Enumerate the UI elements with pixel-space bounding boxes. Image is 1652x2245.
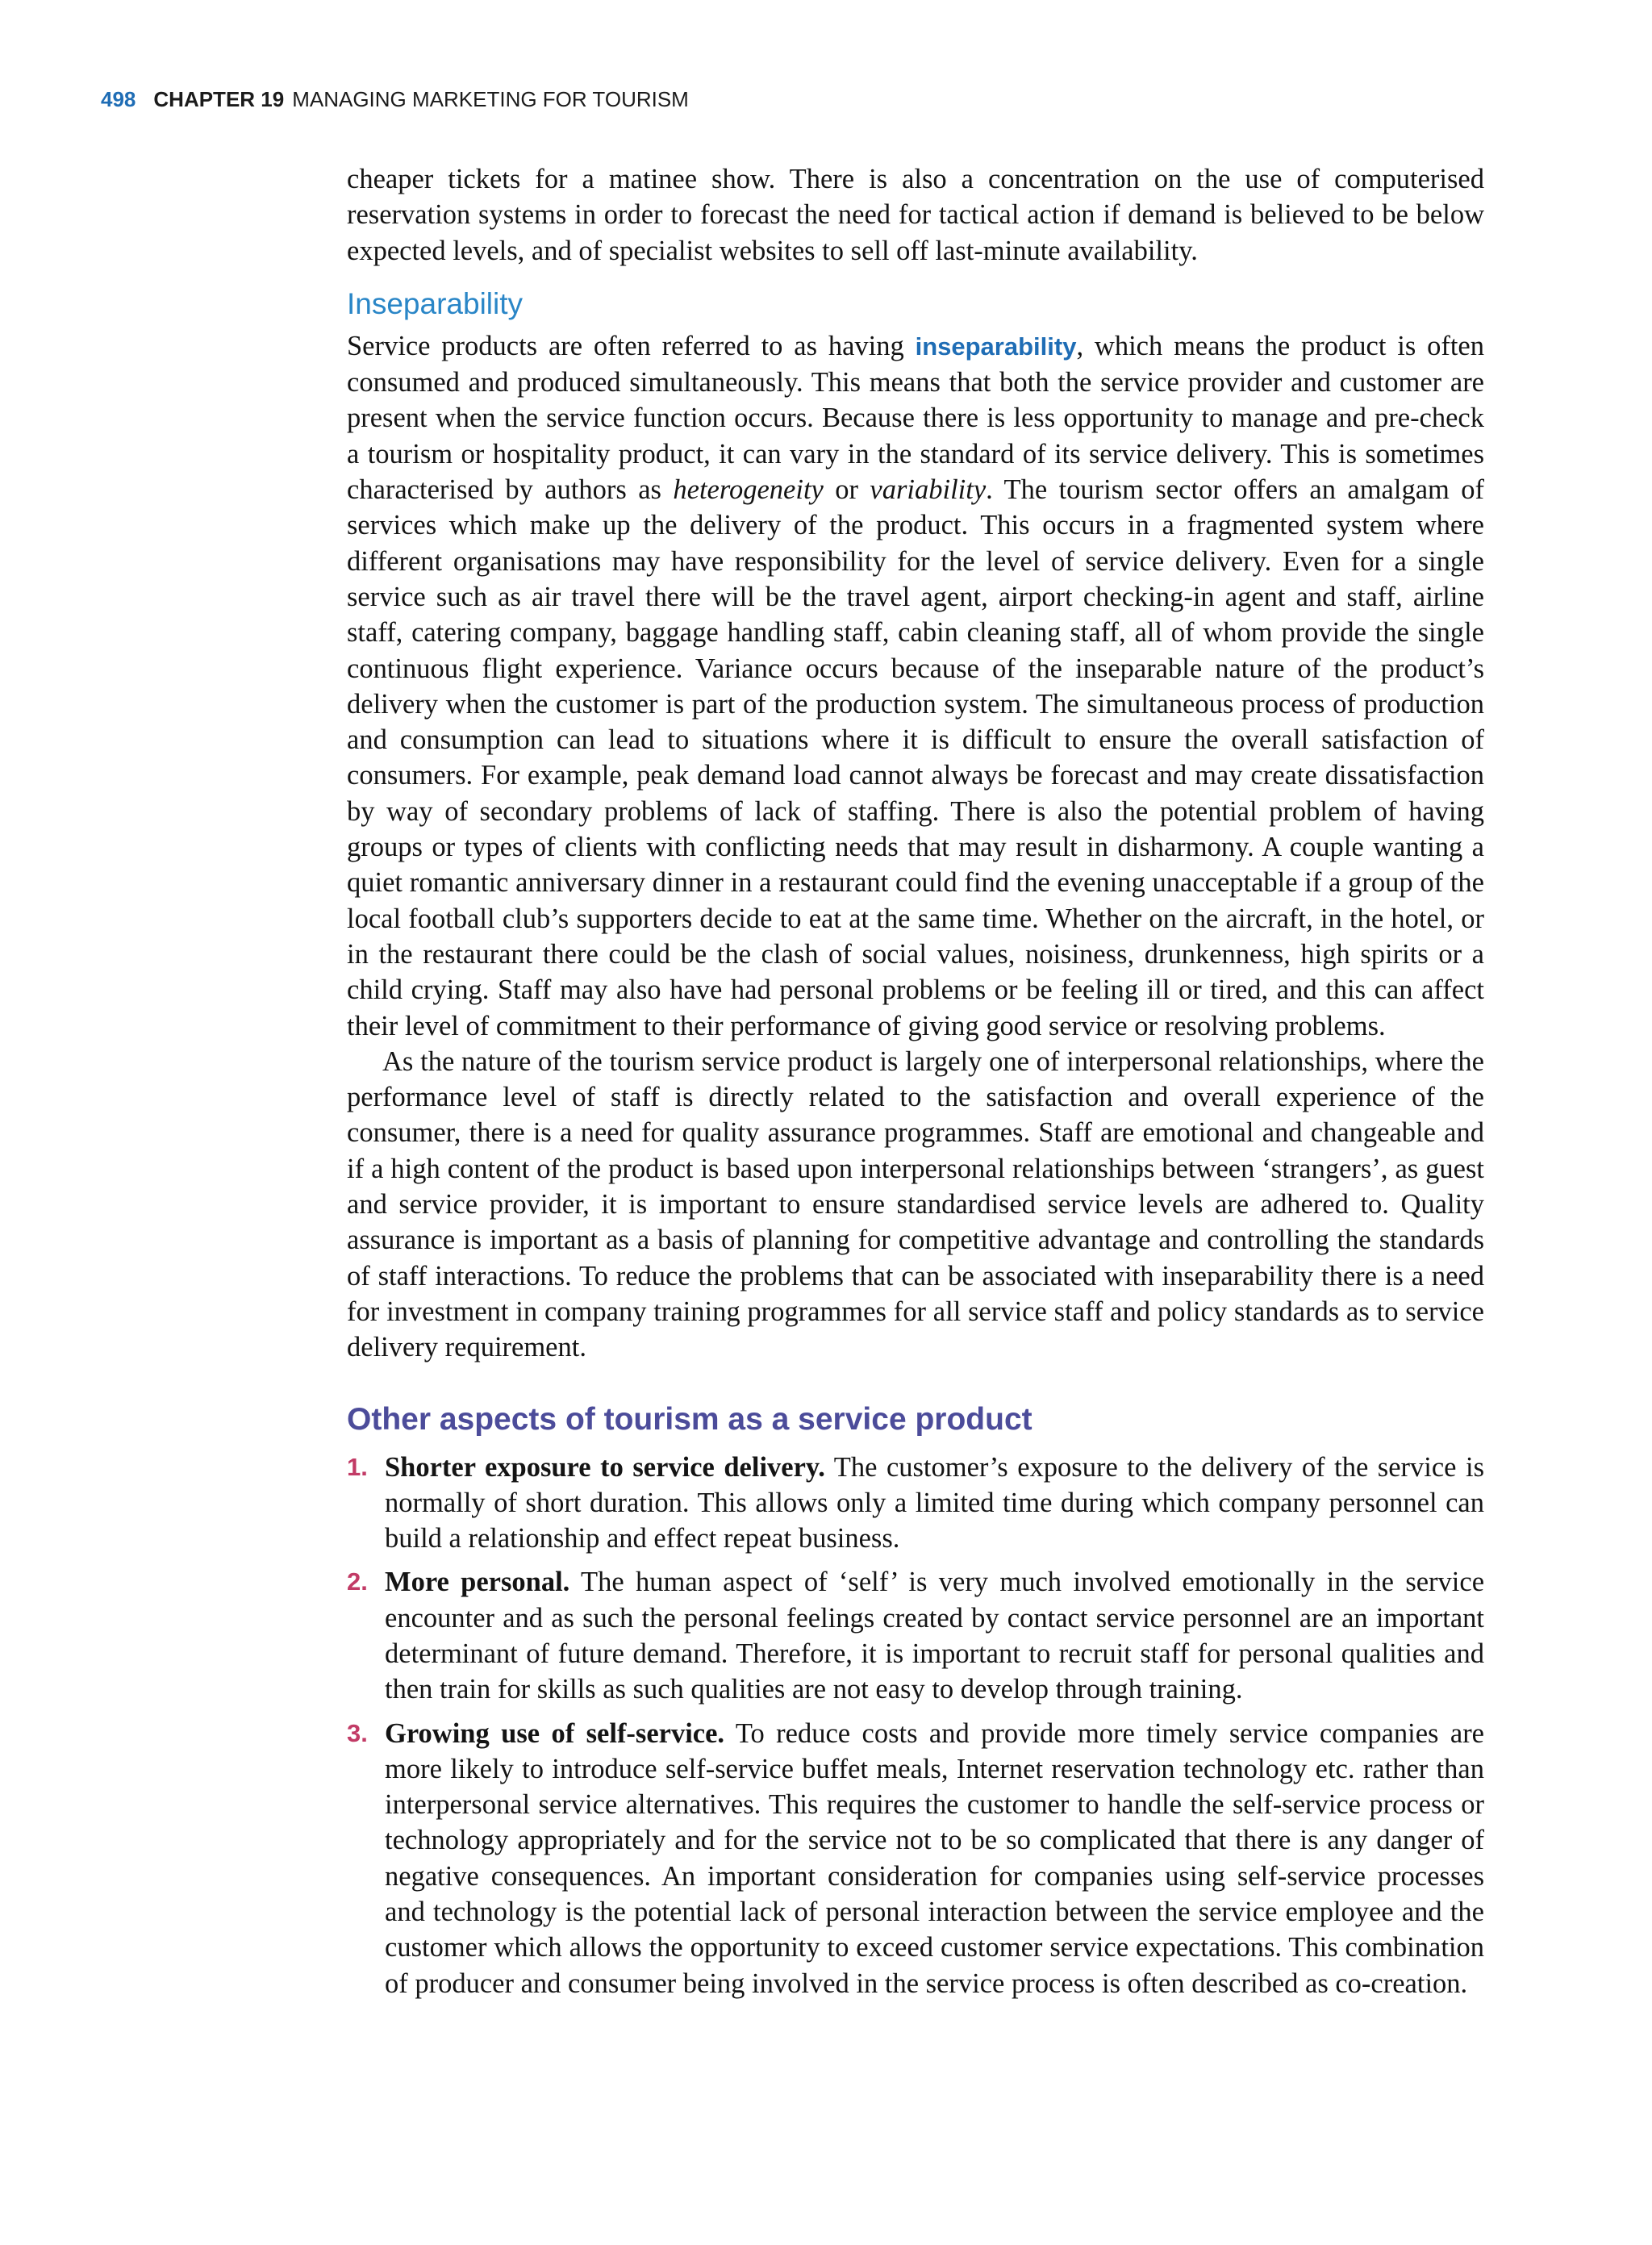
list-item-number: 3.: [347, 1718, 368, 1747]
paragraph-text: Service products are often referred to as having: [347, 330, 916, 361]
page-body: [347, 161, 1484, 2009]
list-item-lead: Shorter exposure to service delivery.: [385, 1451, 825, 1483]
inseparability-heading: Inseparability: [347, 286, 524, 320]
list-item-text: The human aspect of ‘self’ is very much involved emotionally in the service encounter and as such the personal feelings created by contact service personnel are an important determinant of future demand. Therefore, it is important to recruit staff for personal qualities and then train for skills as such qualities are not easy to develop through training.: [385, 1567, 1485, 1705]
chapter-title: MANAGING MARKETING FOR TOURISM: [292, 87, 689, 111]
chapter-label: CHAPTER 19: [153, 87, 285, 111]
list-item-lead: Growing use of self-service.: [385, 1717, 725, 1749]
list-item: [347, 1450, 1484, 1557]
list-item-number: 2.: [347, 1567, 368, 1596]
keyword-inseparability: inseparability: [915, 332, 1077, 361]
inseparability-paragraph-2: As the nature of the tourism service product is largely one of interpersonal relationships, where the performance level of staff is directly related to the satisfaction and overall experience of the consumer, there is a need for quality assurance programmes. Staff are emotional and changeable and if a high content of the product is based upon interpersonal relationships between ‘strangers’, as guest and service provider, it is important to ensure standardised service levels are adhered to. Quality assurance is important as a basis of planning for competitive advantage and controlling the standards of staff interactions. To reduce the problems that can be associated with inseparability there is a need for investment in company training programmes for all service staff and policy standards as to service delivery requirement.: [347, 1045, 1484, 1363]
italic-term-heterogeneity: heterogeneity: [673, 474, 824, 506]
list-item-number: 1.: [347, 1452, 368, 1481]
page-number: 498: [101, 87, 136, 111]
list-item-text: To reduce costs and provide more timely service companies are more likely to introduce self-service buffet meals, Internet reservation technology etc. rather than interpersonal service alternatives. This requires the customer to handle the self-service process or technology appropriately and for the service not to be so complicated that there is any danger of negative consequences. An important consideration for companies using self-service processes and technology is the potential lack of personal interaction between the service employee and the customer which allows the opportunity to exceed customer service expectations. This combination of producer and consumer being involved in the service process is often described as co-creation.: [385, 1717, 1484, 1999]
inseparability-paragraph-1: [347, 328, 1484, 1044]
other-aspects-heading: Other aspects of tourism as a service product: [347, 1401, 1032, 1437]
paragraph-text: , which means the product is often consumed and produced simultaneously. This means that both the service provider and customer are present when the service function occurs. Because there is less opportunity to manage and pre-check a tourism or hospitality product, it can vary in the standard of its service delivery. This is sometimes characterised by authors as: [347, 330, 1484, 506]
italic-term-variability: variability: [870, 474, 987, 506]
paragraph-text: . The tourism sector offers an amalgam of services which make up the delivery of the product. This occurs in a fragmented system where different organisations may have responsibility for the level of service delivery. Even for a single service such as air travel there will be the travel agent, airport checking-in agent and staff, airline staff, catering company, baggage handling staff, cabin cleaning staff, all of whom provide the single continuous flight experience. Variance occurs because of the inseparable nature of the product’s delivery when the customer is part of the production system. The simultaneous process of production and consumption can lead to situations where it is difficult to ensure the overall satisfaction of consumers. For example, peak demand load cannot always be forecast and may create dissatisfaction by way of secondary problems of lack of staffing. There is also the potential problem of having groups or types of clients with conflicting needs that may result in disharmony. A couple wanting a quiet romantic anniversary dinner in a restaurant could find the evening unacceptable if a group of the local football club’s supporters decide to eat at the same time. Whether on the aircraft, in the hotel, or in the restaurant there could be the clash of social values, noisiness, drunkenness, high spirits or a child crying. Staff may also have had personal problems or be feeling ill or tired, and this can affect their level of commitment to their performance of giving good service or resolving problems.: [347, 474, 1484, 1041]
other-aspects-list: [347, 1450, 1484, 2001]
list-item: [347, 1564, 1484, 1707]
intro-paragraph: cheaper tickets for a matinee show. There is also a concentration on the use of computerised reservation systems in order to forecast the need for tactical action if demand is believed to be below expected levels, and of specialist websites to sell off last-minute availability.: [347, 164, 1484, 266]
list-item-lead: More personal.: [385, 1567, 570, 1598]
paragraph-text: or: [823, 474, 870, 506]
list-item-text: The customer’s exposure to the delivery of the service is normally of short duration. This allows only a limited time during which company personnel can build a relationship and effect repeat business.: [385, 1451, 1484, 1554]
list-item: [347, 1716, 1484, 2001]
running-head: [101, 87, 689, 112]
